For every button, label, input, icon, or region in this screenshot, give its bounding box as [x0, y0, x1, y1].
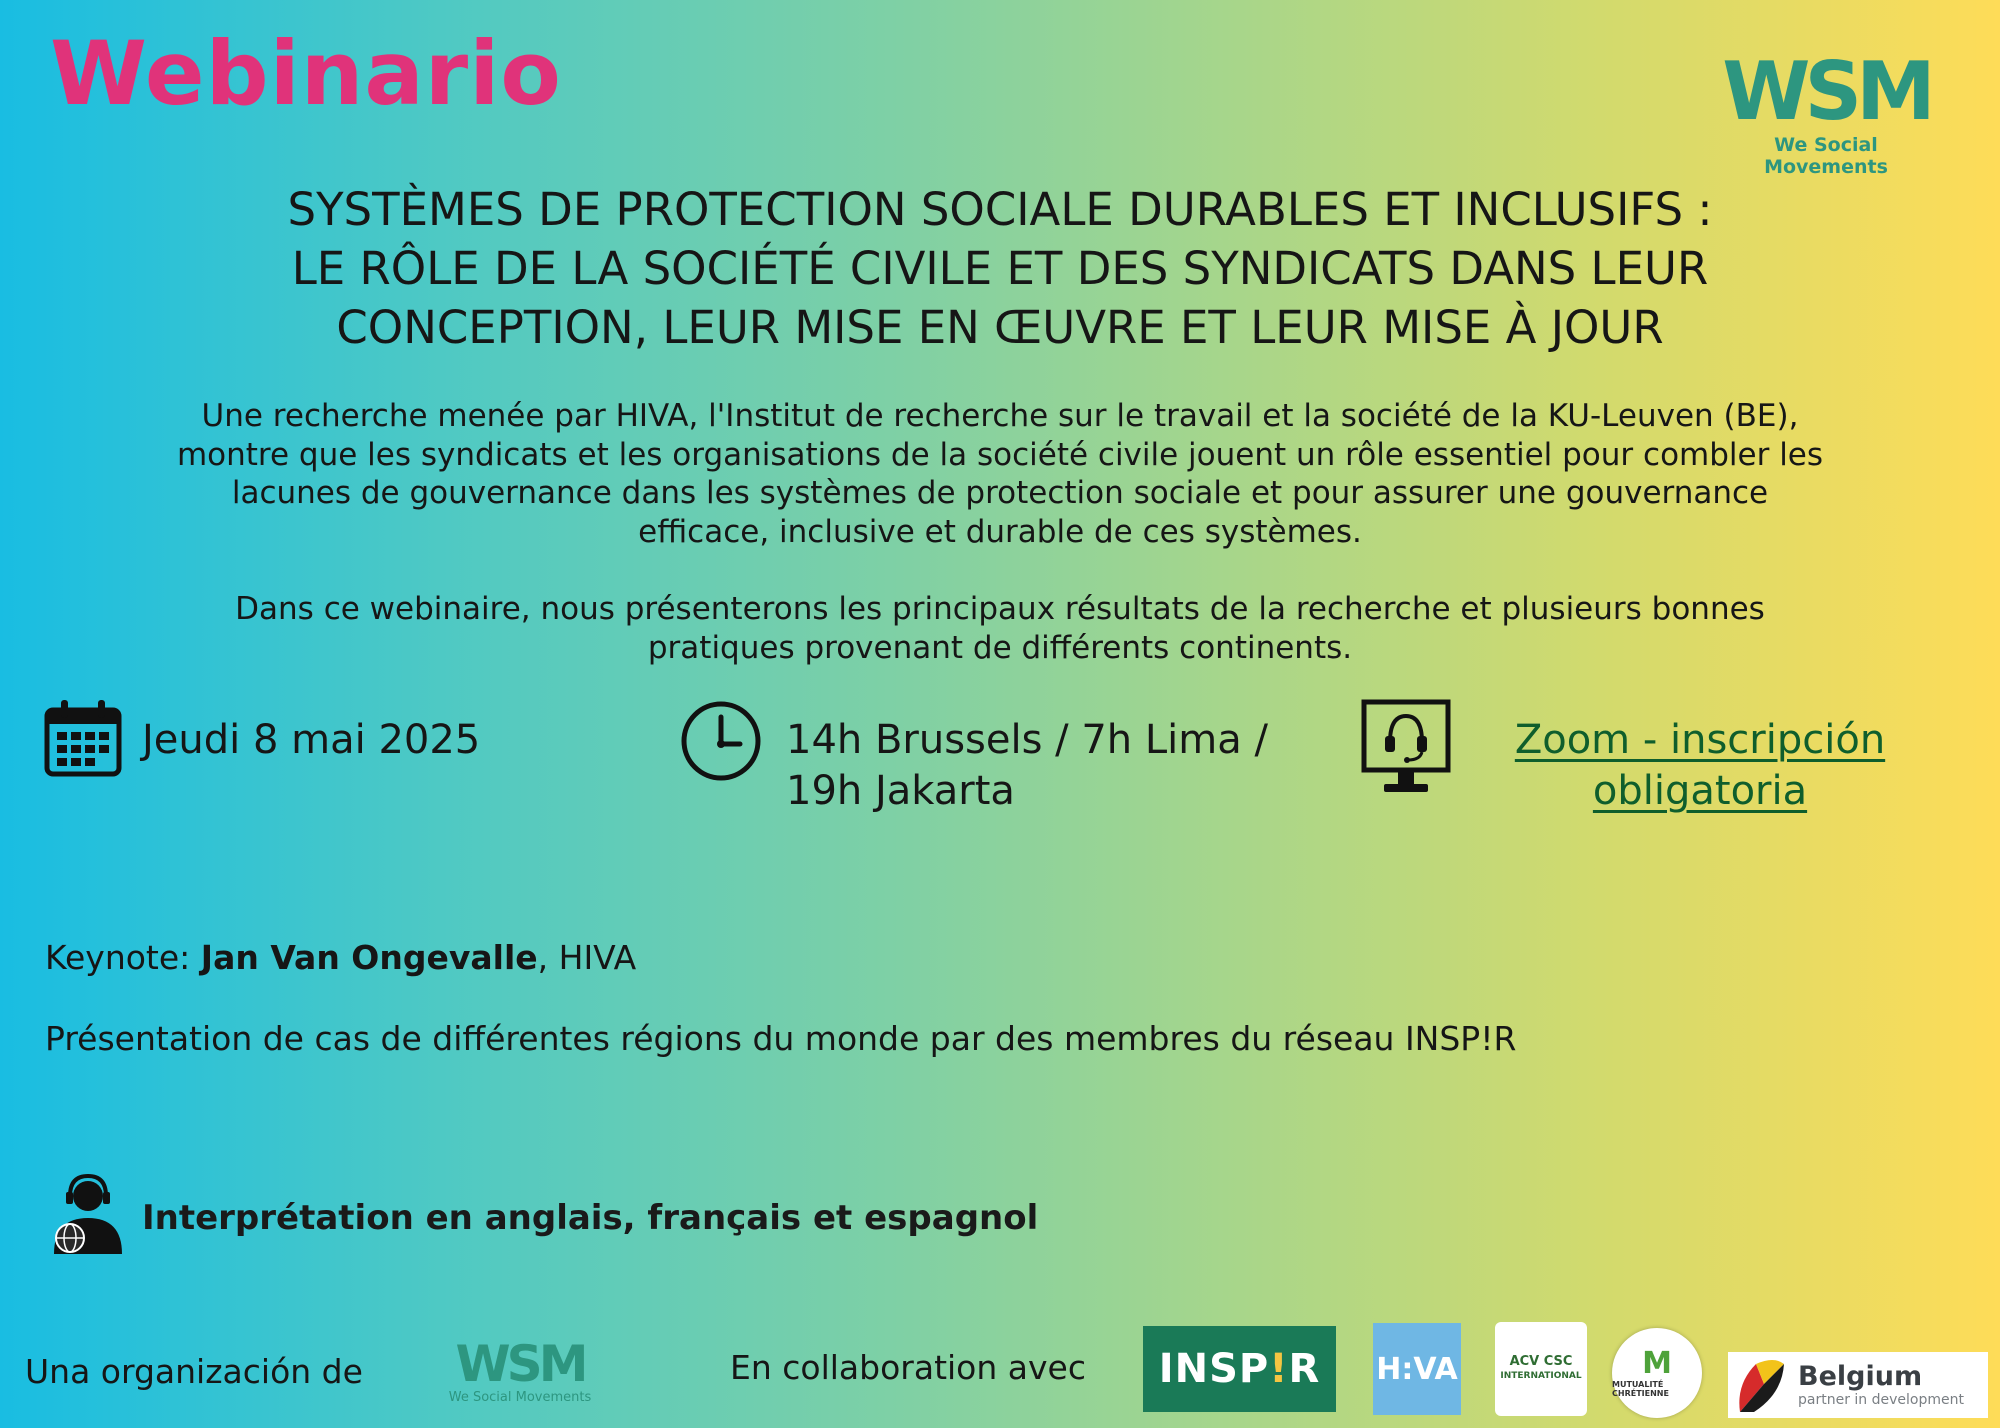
webinar-line: pratiques provenant de différents continents. — [647, 629, 1353, 666]
mutualite-chretienne-logo — [1612, 1328, 1702, 1418]
belgium-logo-tagline: partner in development — [1798, 1392, 1964, 1408]
headset-monitor-icon — [1360, 698, 1452, 798]
presentation-text: Présentation de cas de différentes régions du monde par des membres du réseau INSP!R — [45, 1019, 1517, 1058]
interpretation-text: Interprétation en anglais, français et espagnol — [142, 1198, 1039, 1238]
belgium-logo-mark — [1734, 1354, 1786, 1416]
intro-paragraph — [50, 397, 1950, 551]
webinar-paragraph — [50, 590, 1950, 667]
mc-logo-text: MUTUALITÉ CHRÉTIENNE — [1612, 1380, 1669, 1398]
belgium-logo-name: Belgium — [1798, 1361, 1923, 1392]
wsm-logo — [1712, 45, 1940, 178]
webinar-line: Dans ce webinaire, nous présenterons les principaux résultats de la recherche et plusieurs bonnes — [235, 591, 1765, 627]
intro-line: montre que les syndicats et les organisations de la société civile jouent un rôle essentiel pour combler les — [176, 436, 1824, 473]
keynote-speaker: Jan Van Ongevalle — [200, 938, 538, 977]
event-time — [786, 715, 1326, 817]
hiva-logo: H:VA — [1373, 1323, 1461, 1415]
organizer-logo-letters: WSM — [455, 1335, 585, 1393]
inspir-logo — [1143, 1326, 1336, 1412]
inspir-logo-text: INSP!R — [1158, 1346, 1321, 1392]
acv-logo-name: ACV CSC — [1509, 1354, 1573, 1369]
event-time-line: 19h Jakarta — [786, 768, 1015, 814]
collaboration-label: En collaboration avec — [730, 1348, 1086, 1387]
zoom-link-line[interactable]: Zoom - inscripción — [1514, 717, 1886, 763]
wsm-logo-tagline: We Social Movements — [1764, 134, 1888, 178]
event-date: Jeudi 8 mai 2025 — [142, 717, 481, 763]
title-line: CONCEPTION, LEUR MISE EN ŒUVRE ET LEUR MISE À JOUR — [336, 301, 1664, 354]
organizer-label: Una organización de — [25, 1352, 363, 1391]
belgium-logo — [1728, 1352, 1988, 1418]
intro-line: efficace, inclusive et durable de ces systèmes. — [638, 513, 1362, 550]
interpreter-icon — [50, 1172, 126, 1256]
zoom-registration-link[interactable] — [1480, 715, 1920, 817]
acv-logo-sub: INTERNATIONAL — [1500, 1371, 1582, 1381]
event-time-line: 14h Brussels / 7h Lima / — [786, 717, 1268, 763]
zoom-link-line[interactable]: obligatoria — [1592, 768, 1808, 814]
title-line: LE RÔLE DE LA SOCIÉTÉ CIVILE ET DES SYNDICATS DANS LEUR — [291, 242, 1709, 295]
intro-line: lacunes de gouvernance dans les systèmes de protection sociale et pour assurer une gouvernance — [231, 475, 1769, 511]
intro-line: Une recherche menée par HIVA, l'Institut de recherche sur le travail et la société de la KU-Leuven (BE), — [201, 398, 1799, 434]
keynote-affiliation: , HIVA — [537, 938, 637, 977]
calendar-icon — [44, 698, 122, 778]
wsm-logo-letters: WSM — [1722, 45, 1930, 138]
mc-logo-mark: M — [1642, 1346, 1672, 1381]
keynote-line — [45, 938, 636, 977]
keynote-label: Keynote: — [45, 938, 191, 977]
acv-csc-logo — [1495, 1322, 1587, 1416]
clock-icon — [680, 700, 762, 782]
title-line: SYSTÈMES DE PROTECTION SOCIALE DURABLES ET INCLUSIFS : — [287, 183, 1713, 236]
page-title — [60, 180, 1940, 357]
organizer-logo-tagline: We Social Movements — [448, 1390, 592, 1405]
webinar-label: Webinario — [50, 22, 562, 125]
organizer-wsm-logo — [438, 1335, 602, 1405]
